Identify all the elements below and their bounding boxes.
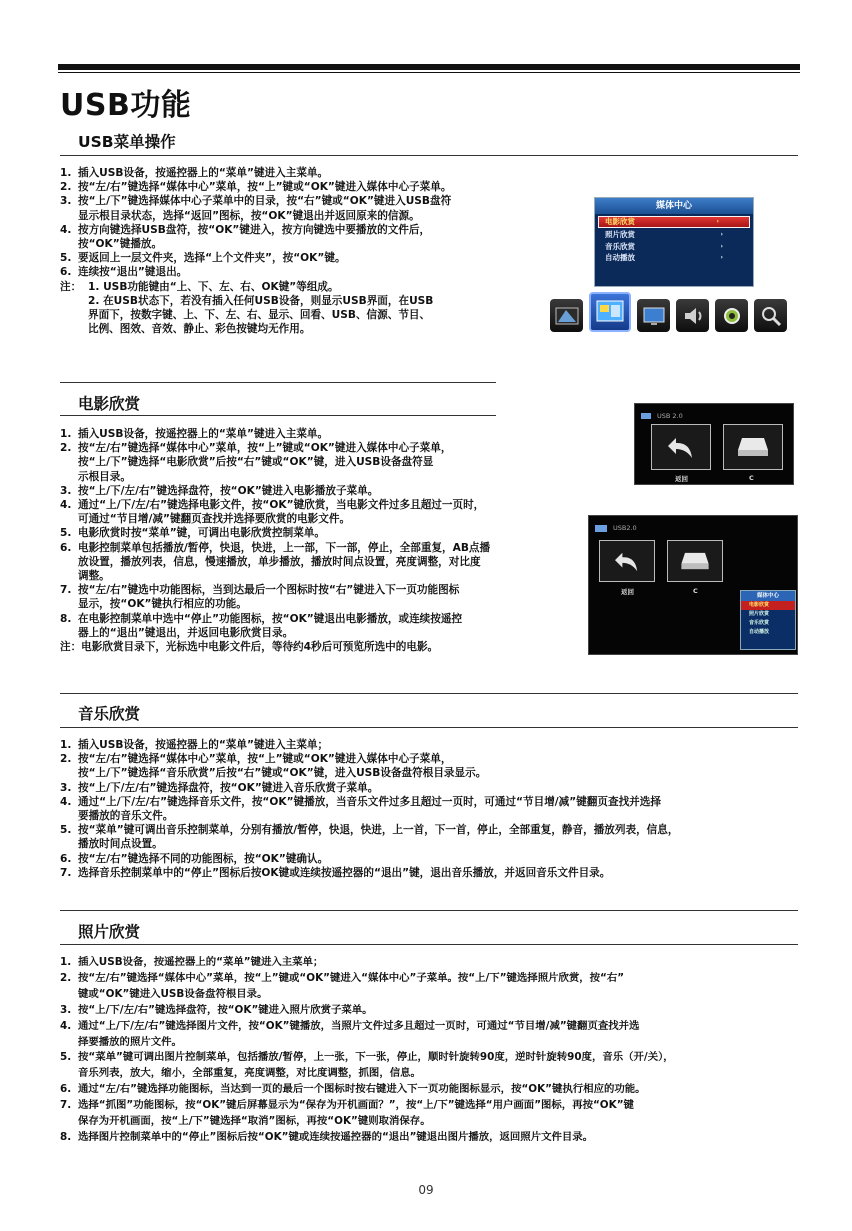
item-text-continued: 音乐列表，放大，缩小，全部重复，亮度调整，对比度调整，抓图，信息。 <box>78 1067 421 1080</box>
list-item <box>60 1003 674 1019</box>
page-title: USB功能 <box>60 88 192 123</box>
section-title-music: 音乐欣赏 <box>78 705 141 723</box>
item-text: 按“左/右”键选择“媒体中心”菜单，按“上”键或“OK”键进入媒体中心子菜单。 <box>78 181 452 194</box>
note-text: 2. 在USB状态下，若没有插入任何USB设备，则显示USB界面，在USB <box>88 294 434 307</box>
list-item <box>60 583 490 597</box>
list-item <box>60 526 490 540</box>
item-number: 4. <box>60 795 72 808</box>
drive-label: C <box>693 587 698 595</box>
item-text: 按“左/右”键选择“媒体中心”菜单，按“上”键或“OK”键进入媒体中心子菜单， <box>78 442 452 455</box>
item-text-continued: 示根目录。 <box>78 470 131 483</box>
menu-item-autoplay: 自动播放 › <box>605 253 723 262</box>
list-item <box>60 781 678 795</box>
section-title-photo: 照片欣赏 <box>78 923 141 941</box>
section-rule <box>60 415 496 416</box>
item-text: 按“菜单”键可调出音乐控制菜单，分别有播放/暂停，快退，快进，上一首，下一首，停止，全部重复，静音，播放列表，信息， <box>78 824 679 837</box>
item-number: 3. <box>60 195 72 208</box>
item-text: 电影控制菜单包括播放/暂停，快退，快进，上一部，下一部，停止，全部重复，AB点播 <box>78 541 491 554</box>
section-title-movie: 电影欣赏 <box>78 395 141 413</box>
note-label: 注： <box>60 280 82 293</box>
item-number: 6. <box>60 266 72 279</box>
list-item <box>60 1130 674 1146</box>
sound-menu-icon <box>676 299 709 332</box>
item-text-continued: 择要播放的照片文件。 <box>78 1035 182 1048</box>
settings-gear-icon <box>715 299 748 332</box>
item-number: 1. <box>60 167 72 179</box>
item-text: 按“左/右”键选择“媒体中心”菜单，按“上”键或“OK”键进入媒体中心子菜单， <box>78 753 452 766</box>
top-rule <box>58 64 800 70</box>
list-item <box>60 541 490 555</box>
item-text: 按“菜单”键可调出图片控制菜单，包括播放/暂停，上一张，下一张，停止，顺时针旋转90度，逆时针旋转90度，音乐（开/关）， <box>78 1051 674 1064</box>
note-item <box>60 280 451 294</box>
item-number: 8. <box>60 1130 72 1143</box>
page-number: 09 <box>418 1183 434 1197</box>
item-text-continued: 显示，按“OK”键执行相应的功能。 <box>78 598 247 611</box>
item-text: 选择音乐控制菜单中的“停止”图标后按OK键或连续按遥控器的“退出”键，退出音乐播放，并返回音乐文件目录。 <box>78 866 611 879</box>
note-label <box>60 294 88 308</box>
item-number: 5. <box>60 252 72 265</box>
back-tile <box>651 424 711 470</box>
list-item <box>60 498 490 512</box>
disk-drive-icon <box>736 436 770 458</box>
item-text: 按“上/下/左/右”键选择盘符，按“OK”键进入照片欣赏子菜单。 <box>78 1003 373 1016</box>
item-text-continued: 播放时间点设置。 <box>78 838 163 851</box>
item-number: 4. <box>60 499 72 512</box>
list-item <box>60 1098 674 1114</box>
list-item <box>60 971 674 987</box>
item-number: 6. <box>60 852 72 865</box>
section-rule <box>60 382 496 383</box>
drive-label: C <box>749 474 754 482</box>
item-text-continued: 保存为开机画面，按“上/下”键选择“取消”图标，再按“OK”键则取消保存。 <box>78 1115 431 1128</box>
section-rule <box>60 727 798 728</box>
item-text-continued: 按“上/下”键选择“音乐欣赏”后按“右”键或“OK”键，进入USB设备盘符根目录显示。 <box>78 767 487 780</box>
list-item <box>60 1082 674 1098</box>
usb-label: USB2.0 <box>613 524 637 532</box>
item-text-continued: 放设置，播放列表，信息，慢速播放，单步播放，播放时间点设置，亮度调整，对比度 <box>78 555 481 568</box>
usb-icon <box>595 524 607 533</box>
list-item <box>60 484 490 498</box>
item-text: 按“左/右”键选择“媒体中心”菜单，按“上”键或“OK”键进入“媒体中心”子菜单。按“上/下”键选择照片欣赏，按“右” <box>78 971 625 984</box>
list-item <box>60 441 490 455</box>
photo-list <box>60 955 674 1146</box>
item-text-continued: 按“OK”键播放。 <box>78 238 163 251</box>
item-number: 4. <box>60 1019 72 1032</box>
item-text: 通过“左/右”键选择功能图标，当达到一页的最后一个图标时按右键进入下一页功能图标显示，按“OK”键执行相应的功能。 <box>78 1083 646 1096</box>
item-text-continued: 键或“OK”键进入USB设备盘符根目录。 <box>78 987 268 1000</box>
item-number: 5. <box>60 824 72 837</box>
item-text: 选择图片控制菜单中的“停止”图标后按“OK”键或连续按遥控器的“退出”键退出图片播放，返回照片文件目录。 <box>78 1130 594 1143</box>
popup-menu-header: 媒体中心 <box>741 591 795 601</box>
section-rule <box>60 155 798 156</box>
list-item <box>60 251 451 265</box>
item-text: 电影欣赏时按“菜单”键，可调出电影欣赏控制菜单。 <box>78 527 325 540</box>
media-center-popup-menu <box>740 590 796 650</box>
item-number: 2. <box>60 181 72 194</box>
list-item <box>60 823 678 837</box>
item-text: 通过“上/下/左/右”键选择图片文件，按“OK”键播放，当照片文件过多且超过一页时，可通过“节目增/减”键翻页查找并选 <box>78 1019 640 1032</box>
picture-menu-icon <box>550 299 583 332</box>
list-item <box>60 738 678 752</box>
list-item <box>60 427 490 441</box>
item-number: 3. <box>60 1003 72 1016</box>
item-text: 插入USB设备，按遥控器上的“菜单”键进入主菜单。 <box>78 167 329 179</box>
item-text: 连续按“退出”键退出。 <box>78 266 188 279</box>
item-text: 通过“上/下/左/右”键选择音乐文件，按“OK”键播放，当音乐文件过多且超过一页时，可通过“节目增/减”键翻页查找并选择 <box>78 795 661 808</box>
list-item <box>60 852 678 866</box>
item-number: 4. <box>60 223 72 236</box>
media-center-menu <box>594 197 754 287</box>
popup-item-autoplay: 自动播放 <box>749 629 770 635</box>
item-number: 2. <box>60 753 72 766</box>
item-text: 按“上/下/左/右”键选择盘符，按“OK”键进入电影播放子菜单。 <box>78 484 379 497</box>
item-text: 按“左/右”键选中功能图标，当到达最后一个图标时按“右”键进入下一页功能图标 <box>78 584 460 597</box>
media-center-icon <box>589 292 631 332</box>
item-text-continued: 调整。 <box>78 570 110 583</box>
item-text-continued: 可通过“节目增/减”键翻页查找并选择要欣赏的电影文件。 <box>78 513 351 526</box>
item-number: 7. <box>60 866 72 879</box>
item-text: 按“上/下”键选择媒体中心子菜单中的目录，按“右”键或“OK”键进入USB盘符 <box>78 195 452 208</box>
item-text: 通过“上/下/左/右”键选择电影文件，按“OK”键欣赏，当电影文件过多且超过一页时， <box>78 499 485 512</box>
back-arrow-icon <box>666 434 696 460</box>
list-item <box>60 1019 674 1035</box>
search-tool-icon <box>754 299 787 332</box>
section-rule <box>60 910 798 911</box>
item-text: 在电影控制菜单中选中“停止”功能图标，按“OK”键退出电影播放，或连续按遥控 <box>78 612 463 625</box>
usb-icon <box>641 412 651 420</box>
back-arrow-icon <box>613 549 641 573</box>
item-number: 6. <box>60 541 72 554</box>
back-tile <box>599 540 655 582</box>
list-item <box>60 752 678 766</box>
list-item <box>60 265 451 279</box>
list-item <box>60 166 451 180</box>
item-number: 7. <box>60 584 72 597</box>
item-number: 3. <box>60 484 72 497</box>
item-number: 7. <box>60 1099 72 1112</box>
movie-list <box>60 427 490 654</box>
list-item <box>60 612 490 626</box>
item-text: 插入USB设备，按遥控器上的“菜单”键进入主菜单； <box>78 739 329 751</box>
item-number: 1. <box>60 428 72 440</box>
item-text-continued: 按“上/下”键选择“电影欣赏”后按“右”键或“OK”键，进入USB设备盘符显 <box>78 456 434 469</box>
item-number: 2. <box>60 971 72 984</box>
note-item <box>60 294 451 308</box>
item-number: 6. <box>60 1083 72 1096</box>
popup-item-photo: 照片欣赏 <box>749 611 770 617</box>
list-item <box>60 194 451 208</box>
popup-item-movie: 电影欣赏 <box>741 601 795 610</box>
item-text: 按“上/下/左/右”键选择盘符，按“OK”键进入音乐欣赏子菜单。 <box>78 781 379 794</box>
movie-note: 注：电影欣赏目录下，光标选中电影文件后，等待约4秒后可预览所选中的电影。 <box>60 641 439 654</box>
list-item <box>60 1050 674 1066</box>
music-list <box>60 738 678 880</box>
section-title-usb-menu: USB菜单操作 <box>78 133 176 151</box>
drive-tile <box>723 424 783 470</box>
item-number: 2. <box>60 442 72 455</box>
item-number: 1. <box>60 956 72 968</box>
note-text-continued: 比例、图效、音效、静止、彩色按键均无作用。 <box>88 323 311 336</box>
section-rule <box>60 944 798 945</box>
menu-item-photo: 照片欣赏 › <box>605 230 723 239</box>
item-text-continued: 要播放的音乐文件。 <box>78 810 174 823</box>
list-item <box>60 795 678 809</box>
disk-drive-icon <box>679 551 711 571</box>
item-text-continued: 器上的“退出”键退出，并返回电影欣赏目录。 <box>78 626 294 639</box>
item-text: 插入USB设备，按遥控器上的“菜单”键进入主菜单； <box>78 956 324 968</box>
back-label: 返回 <box>675 475 688 483</box>
item-number: 5. <box>60 527 72 540</box>
item-number: 5. <box>60 1051 72 1064</box>
note-text: 1. USB功能键由“上、下、左、右、OK键”等组成。 <box>88 280 339 293</box>
usb-label: USB 2.0 <box>657 412 683 420</box>
note-text-continued: 界面下，按数字键、上、下、左、右、显示、回看、USB、信源、节目、 <box>88 309 431 322</box>
screen-menu-icon <box>637 299 670 332</box>
item-number: 1. <box>60 739 72 751</box>
item-text: 按方向键选择USB盘符，按“OK”键进入，按方向键选中要播放的文件后， <box>78 223 431 236</box>
item-text: 按“左/右”键选择不同的功能图标，按“OK”键确认。 <box>78 852 329 865</box>
top-rule-thin <box>58 72 800 73</box>
item-text-continued: 显示根目录状态，选择“返回”图标，按“OK”键退出并返回原来的信源。 <box>78 209 420 222</box>
main-menu-icons <box>550 292 795 332</box>
item-text: 要返回上一层文件夹，选择“上个文件夹”，按“OK”键。 <box>78 252 346 265</box>
list-item <box>60 866 678 880</box>
list-item <box>60 955 674 971</box>
list-item <box>60 223 451 237</box>
item-number: 8. <box>60 612 72 625</box>
drive-tile <box>667 540 723 582</box>
list-item <box>60 180 451 194</box>
section-rule <box>60 693 798 694</box>
media-center-menu-header: 媒体中心 <box>595 198 753 214</box>
item-number: 3. <box>60 781 72 794</box>
item-text: 插入USB设备，按遥控器上的“菜单”键进入主菜单。 <box>78 428 329 440</box>
popup-item-music: 音乐欣赏 <box>749 620 770 626</box>
usb-menu-list <box>60 166 451 336</box>
back-label: 返回 <box>621 588 634 596</box>
menu-item-movie: 电影欣赏 › <box>598 216 750 228</box>
usb-screen-1 <box>634 403 794 485</box>
item-text: 选择“抓图”功能图标，按“OK”键后屏幕显示为“保存为开机画面？”，按“上/下”键选择“用户画面”图标，再按“OK”键 <box>78 1099 634 1112</box>
menu-item-music: 音乐欣赏 › <box>605 241 723 251</box>
